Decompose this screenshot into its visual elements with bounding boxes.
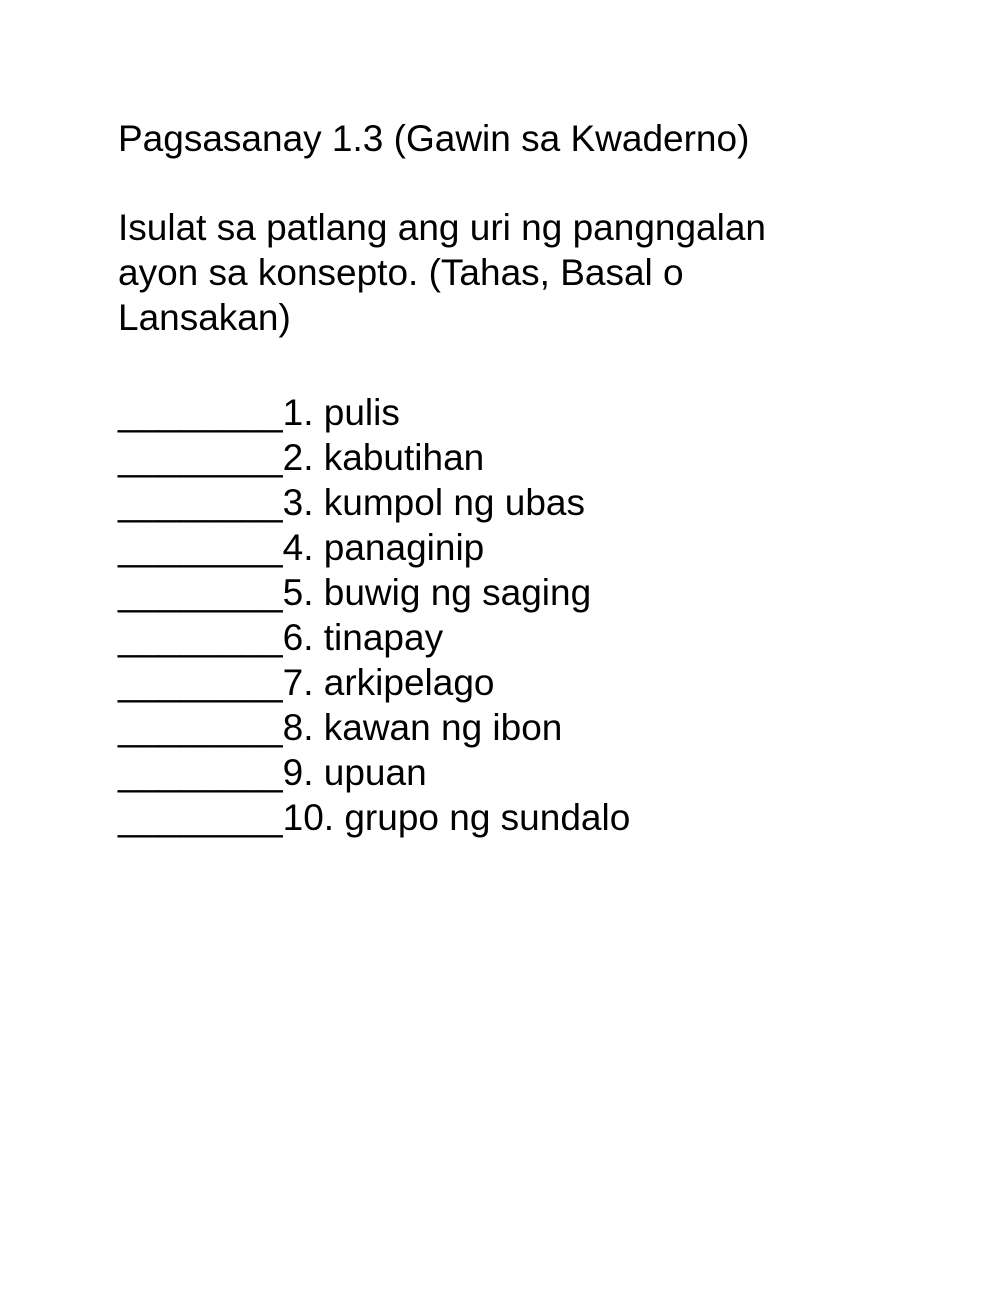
answer-blank: ________ <box>118 482 283 523</box>
exercise-list <box>118 390 918 840</box>
answer-blank: ________ <box>118 572 283 613</box>
instructions-line: ayon sa konsepto. (Tahas, Basal o <box>118 252 684 293</box>
list-item <box>118 570 918 615</box>
list-item <box>118 660 918 705</box>
list-item <box>118 795 918 840</box>
item-text: 6. tinapay <box>282 617 444 658</box>
instructions <box>118 205 838 340</box>
item-text: 5. buwig ng saging <box>282 572 592 613</box>
list-item <box>118 750 918 795</box>
answer-blank: ________ <box>118 752 283 793</box>
item-text: 1. pulis <box>282 392 400 433</box>
list-item <box>118 480 918 525</box>
answer-blank: ________ <box>118 662 283 703</box>
list-item <box>118 705 918 750</box>
item-text: 8. kawan ng ibon <box>282 707 563 748</box>
answer-blank: ________ <box>118 797 283 838</box>
answer-blank: ________ <box>118 392 283 433</box>
answer-blank: ________ <box>118 617 283 658</box>
worksheet-page <box>118 116 918 840</box>
list-item <box>118 390 918 435</box>
item-text: 10. grupo ng sundalo <box>282 797 631 838</box>
answer-blank: ________ <box>118 437 283 478</box>
instructions-line: Isulat sa patlang ang uri ng pangngalan <box>118 207 767 248</box>
worksheet-title: Pagsasanay 1.3 (Gawin sa Kwaderno) <box>118 118 750 159</box>
item-text: 4. panaginip <box>282 527 485 568</box>
item-text: 3. kumpol ng ubas <box>282 482 585 523</box>
item-text: 9. upuan <box>282 752 427 793</box>
instructions-line: Lansakan) <box>118 297 291 338</box>
list-item <box>118 435 918 480</box>
item-text: 7. arkipelago <box>282 662 495 703</box>
list-item <box>118 525 918 570</box>
answer-blank: ________ <box>118 527 283 568</box>
list-item <box>118 615 918 660</box>
item-text: 2. kabutihan <box>282 437 485 478</box>
answer-blank: ________ <box>118 707 283 748</box>
